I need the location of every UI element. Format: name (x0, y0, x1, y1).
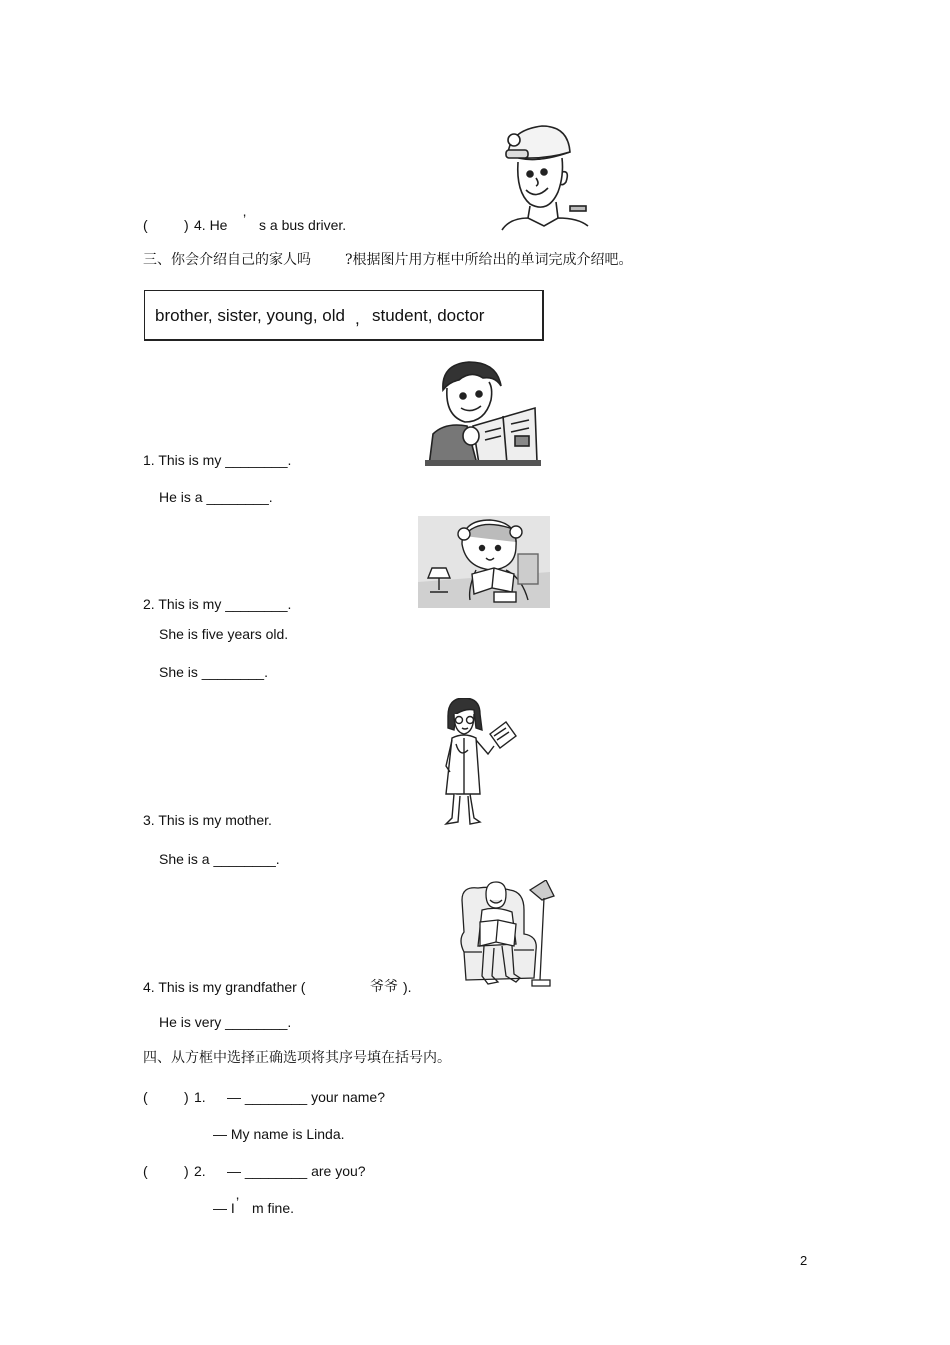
exercise-line: She is five years old. (159, 626, 289, 642)
dialogue-answer: — My name is Linda. (213, 1126, 345, 1142)
question-number: 1. (194, 1089, 206, 1105)
question-text: s a bus driver. (259, 217, 347, 233)
girl-studying-illustration (418, 516, 550, 608)
word-bank-words: brother, sister, young, old (155, 306, 345, 325)
grandfather-reading-illustration (458, 880, 560, 992)
section-heading: 三、你会介绍自己的家人吗 (143, 252, 311, 268)
answer-paren-close: ) (184, 1089, 189, 1105)
doctor-illustration (440, 698, 518, 826)
boy-reading-illustration (425, 360, 541, 466)
page-number: 2 (800, 1253, 808, 1268)
exercise-line: 1. This is my ________. (143, 452, 292, 468)
exercise-line: She is a ________. (159, 851, 280, 867)
answer-paren-open: ( (143, 1089, 148, 1105)
bus-driver-illustration (500, 122, 590, 232)
question-number: 2. (194, 1163, 206, 1179)
dialogue-answer: m fine. (252, 1200, 295, 1216)
question-text: 4. He (194, 217, 228, 233)
exercise-line: ). (403, 979, 412, 995)
dialogue-prompt: — ________ are you? (227, 1163, 366, 1179)
apostrophe: ’ (236, 1194, 240, 1210)
section-heading: 四、从方框中选择正确选项将其序号填在括号内。 (143, 1050, 451, 1066)
word-bank-words: student, doctor (372, 306, 485, 325)
dialogue-prompt: — ________ your name? (227, 1089, 385, 1105)
section-heading-cont: ?根据图片用方框中所给出的单词完成介绍吧。 (345, 252, 633, 268)
exercise-line: He is very ________. (159, 1014, 292, 1030)
exercise-line: 2. This is my ________. (143, 596, 292, 612)
word-bank-separator: , (355, 309, 360, 328)
apostrophe: ’ (243, 211, 247, 227)
exercise-line: She is ________. (159, 664, 268, 680)
answer-paren-close: ) (184, 217, 189, 233)
answer-paren-open: ( (143, 1163, 148, 1179)
answer-paren-open: ( (143, 217, 148, 233)
exercise-line: 4. This is my grandfather ( (143, 979, 306, 995)
exercise-line-chinese: 爷爷 (370, 979, 398, 995)
dialogue-answer: — I (213, 1200, 235, 1216)
answer-paren-close: ) (184, 1163, 189, 1179)
exercise-line: He is a ________. (159, 489, 273, 505)
exercise-line: 3. This is my mother. (143, 812, 272, 828)
